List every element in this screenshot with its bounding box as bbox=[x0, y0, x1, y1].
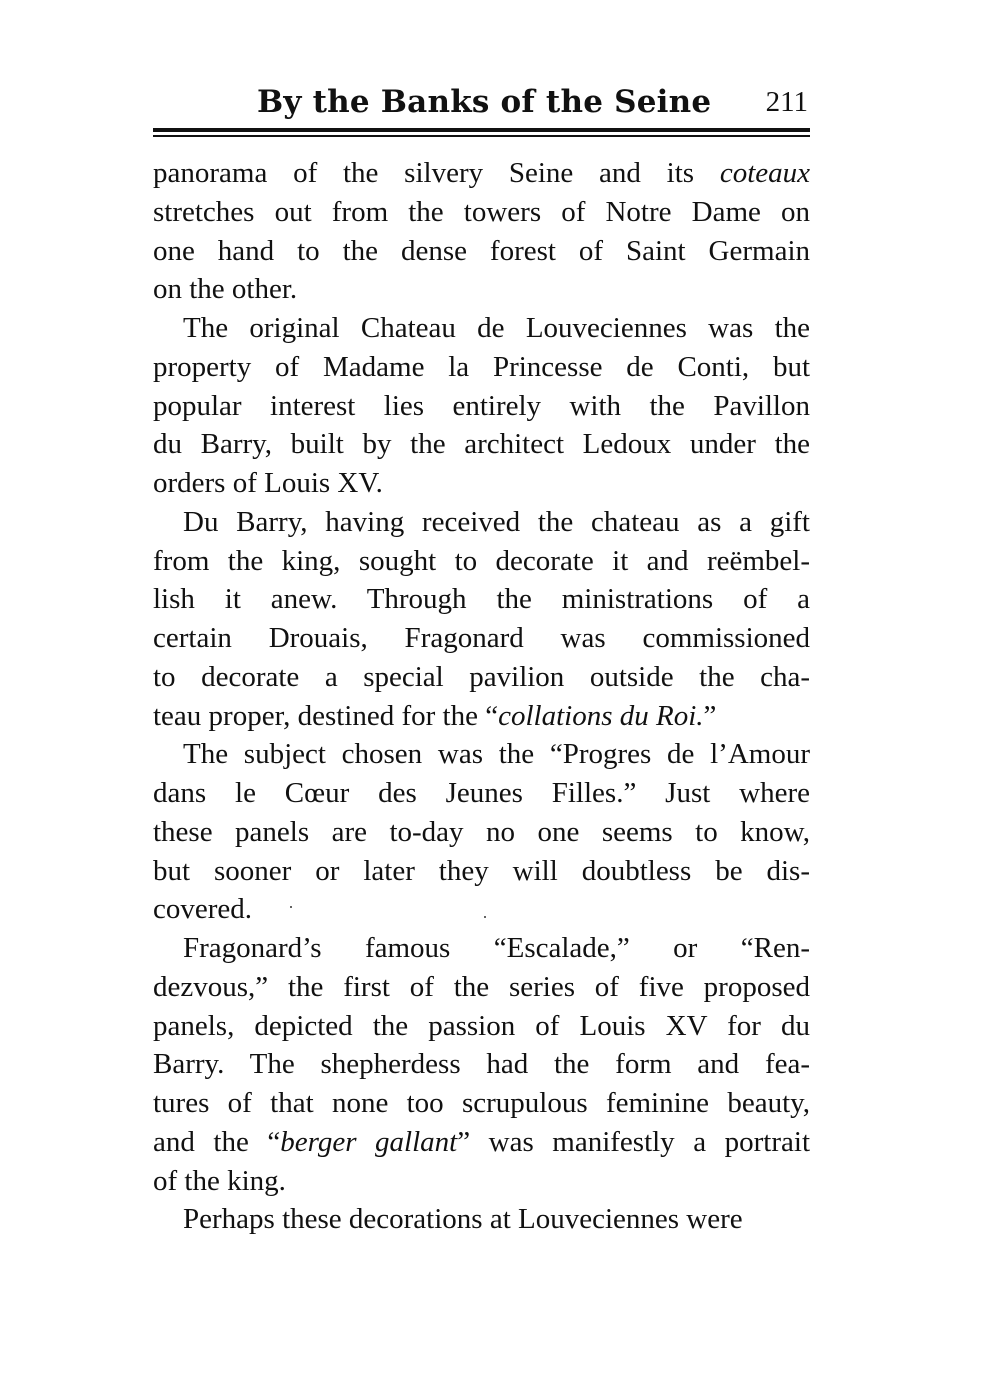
text-line: but sooner or later they will doubtless be dis- bbox=[153, 854, 810, 887]
text-line: covered. bbox=[153, 893, 253, 926]
text-line: from the king, sought to decorate it and reëmbel- bbox=[153, 544, 810, 577]
print-speck bbox=[484, 916, 486, 918]
text-line: stretches out from the towers of Notre Dame on bbox=[153, 195, 810, 228]
text-line: lish it anew. Through the ministrations of a bbox=[153, 583, 810, 616]
text-line: to decorate a special pavilion outside the cha- bbox=[153, 660, 810, 693]
text-line: dans le Cœur des Jeunes Filles.” Just where bbox=[153, 777, 810, 809]
text-line: teau proper, destined for the “collations du Roi.” bbox=[153, 699, 717, 732]
header-rule-thin bbox=[153, 135, 810, 137]
text-line: du Barry, built by the architect Ledoux under the bbox=[153, 428, 810, 461]
italic-term: collations du Roi. bbox=[498, 699, 704, 732]
text-line: of the king. bbox=[153, 1164, 286, 1197]
text-line: orders of Louis XV. bbox=[153, 467, 383, 499]
text-line: popular interest lies entirely with the Pavillon bbox=[153, 389, 810, 422]
paragraph-start-line: Du Barry, having received the chateau as a gift bbox=[183, 505, 810, 538]
text-line: panorama of the silvery Seine and its coteaux bbox=[153, 157, 810, 189]
paragraph-start-line: The subject chosen was the “Progres de l’Amour bbox=[183, 738, 810, 771]
text-line: tures of that none too scrupulous feminine beauty, bbox=[153, 1087, 810, 1119]
text-line: one hand to the dense forest of Saint Germain bbox=[153, 234, 810, 267]
italic-term: coteaux bbox=[719, 157, 810, 189]
page-number: 211 bbox=[765, 86, 808, 118]
text-line: panels, depicted the passion of Louis XV for du bbox=[153, 1009, 810, 1042]
text-line: and the “berger gallant” was manifestly a portrait bbox=[153, 1125, 810, 1158]
text-line: Barry. The shepherdess had the form and fea- bbox=[153, 1048, 810, 1081]
paragraph-start-line: The original Chateau de Louveciennes was the bbox=[183, 312, 810, 344]
book-page bbox=[153, 82, 810, 1236]
text-line: property of Madame la Princesse de Conti, but bbox=[153, 350, 810, 383]
text-line: these panels are to-day no one seems to know, bbox=[153, 815, 810, 848]
italic-term: berger gallant bbox=[280, 1125, 458, 1158]
running-head bbox=[153, 82, 810, 128]
print-speck bbox=[290, 906, 292, 908]
text-line: dezvous,” the first of the series of five proposed bbox=[153, 970, 810, 1003]
text-line: on the other. bbox=[153, 273, 298, 306]
paragraph-start-line: Perhaps these decorations at Louveciennes were bbox=[183, 1203, 743, 1236]
header-rule-thick bbox=[153, 128, 810, 132]
text-line: certain Drouais, Fragonard was commissioned bbox=[153, 622, 810, 654]
running-title: By the Banks of the Seine bbox=[257, 84, 712, 120]
paragraph-start-line: Fragonard’s famous “Escalade,” or “Ren- bbox=[183, 932, 810, 964]
body-text bbox=[153, 154, 810, 1239]
